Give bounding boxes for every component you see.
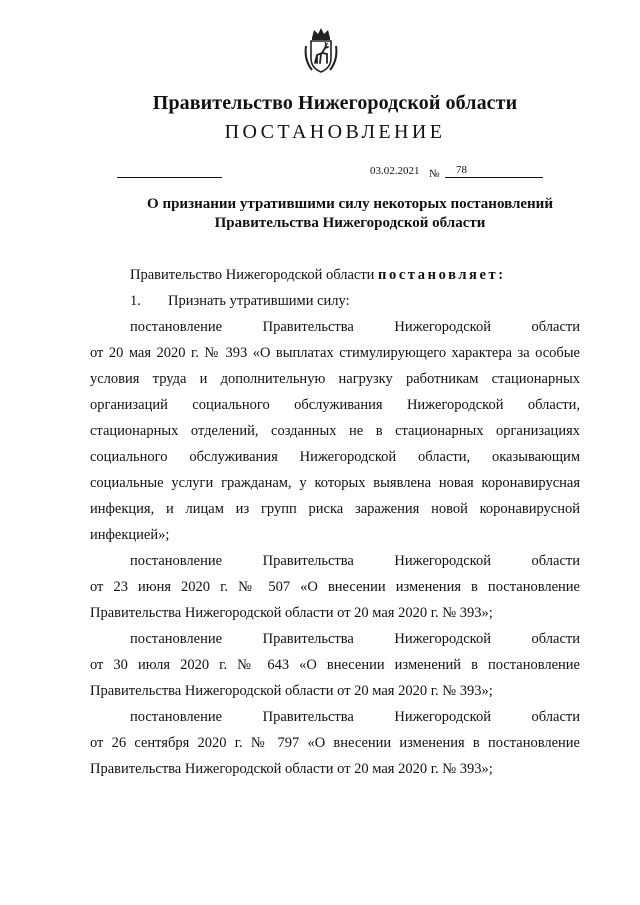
list-item xyxy=(90,288,580,314)
lead-text: Правительство Нижегородской области xyxy=(130,267,379,283)
document-type: ПОСТАНОВЛЕНИЕ xyxy=(224,121,446,143)
entry-text: от 23 июня 2020 г. № 507 «О внесении изменения в постановление Правительства Нижегородской области от 20 мая 2020 г. № 393»; xyxy=(90,579,580,621)
entry-head: постановление Правительства Нижегородской области xyxy=(130,631,580,647)
lead-paragraph xyxy=(90,262,580,288)
entry-head: постановление Правительства Нижегородской области xyxy=(130,709,580,725)
item-text: Признать утратившими силу: xyxy=(168,293,350,309)
subject-line-1: О признании утратившими силу некоторых постановлений xyxy=(147,196,553,212)
subject-line-2: Правительства Нижегородской области xyxy=(214,215,486,231)
lead-keyword: постановляет: xyxy=(378,267,506,283)
nizhny-novgorod-coat-of-arms-icon xyxy=(303,26,339,74)
entry-text: от 30 июля 2020 г. № 643 «О внесении изменений в постановление Правительства Нижегородской области от 20 мая 2020 г. № 393»; xyxy=(90,657,580,699)
number-sign: № xyxy=(429,168,440,180)
number-underline xyxy=(445,177,543,178)
document-body xyxy=(90,262,580,782)
entry-text: от 20 мая 2020 г. № 393 «О выплатах стимулирующего характера за особые условия труда и дополнительную нагрузку работникам стационарных организаций социального обслуживания Нижегородской области, стационарных отделений, созданных не в стационарных организациях социального обслуживания Нижегородской области, оказывающим социальные услуги гражданам, у которых выявлена новая коронавирусная инфекция, и лицам из групп риска заражения новой коронавирусной инфекцией»; xyxy=(90,345,580,543)
document-number: 78 xyxy=(456,164,467,176)
entry-text: от 26 сентября 2020 г. № 797 «О внесении изменения в постановление Правительства Нижегородской области от 20 мая 2020 г. № 393»; xyxy=(90,735,580,777)
document-subject xyxy=(120,195,580,233)
entry-head: постановление Правительства Нижегородской области xyxy=(130,553,580,569)
item-number: 1. xyxy=(130,293,141,309)
document-date: 03.02.2021 xyxy=(370,165,420,177)
blank-date-line xyxy=(117,177,222,178)
government-title: Правительство Нижегородской области xyxy=(152,92,518,114)
entry-head: постановление Правительства Нижегородской области xyxy=(130,319,580,335)
